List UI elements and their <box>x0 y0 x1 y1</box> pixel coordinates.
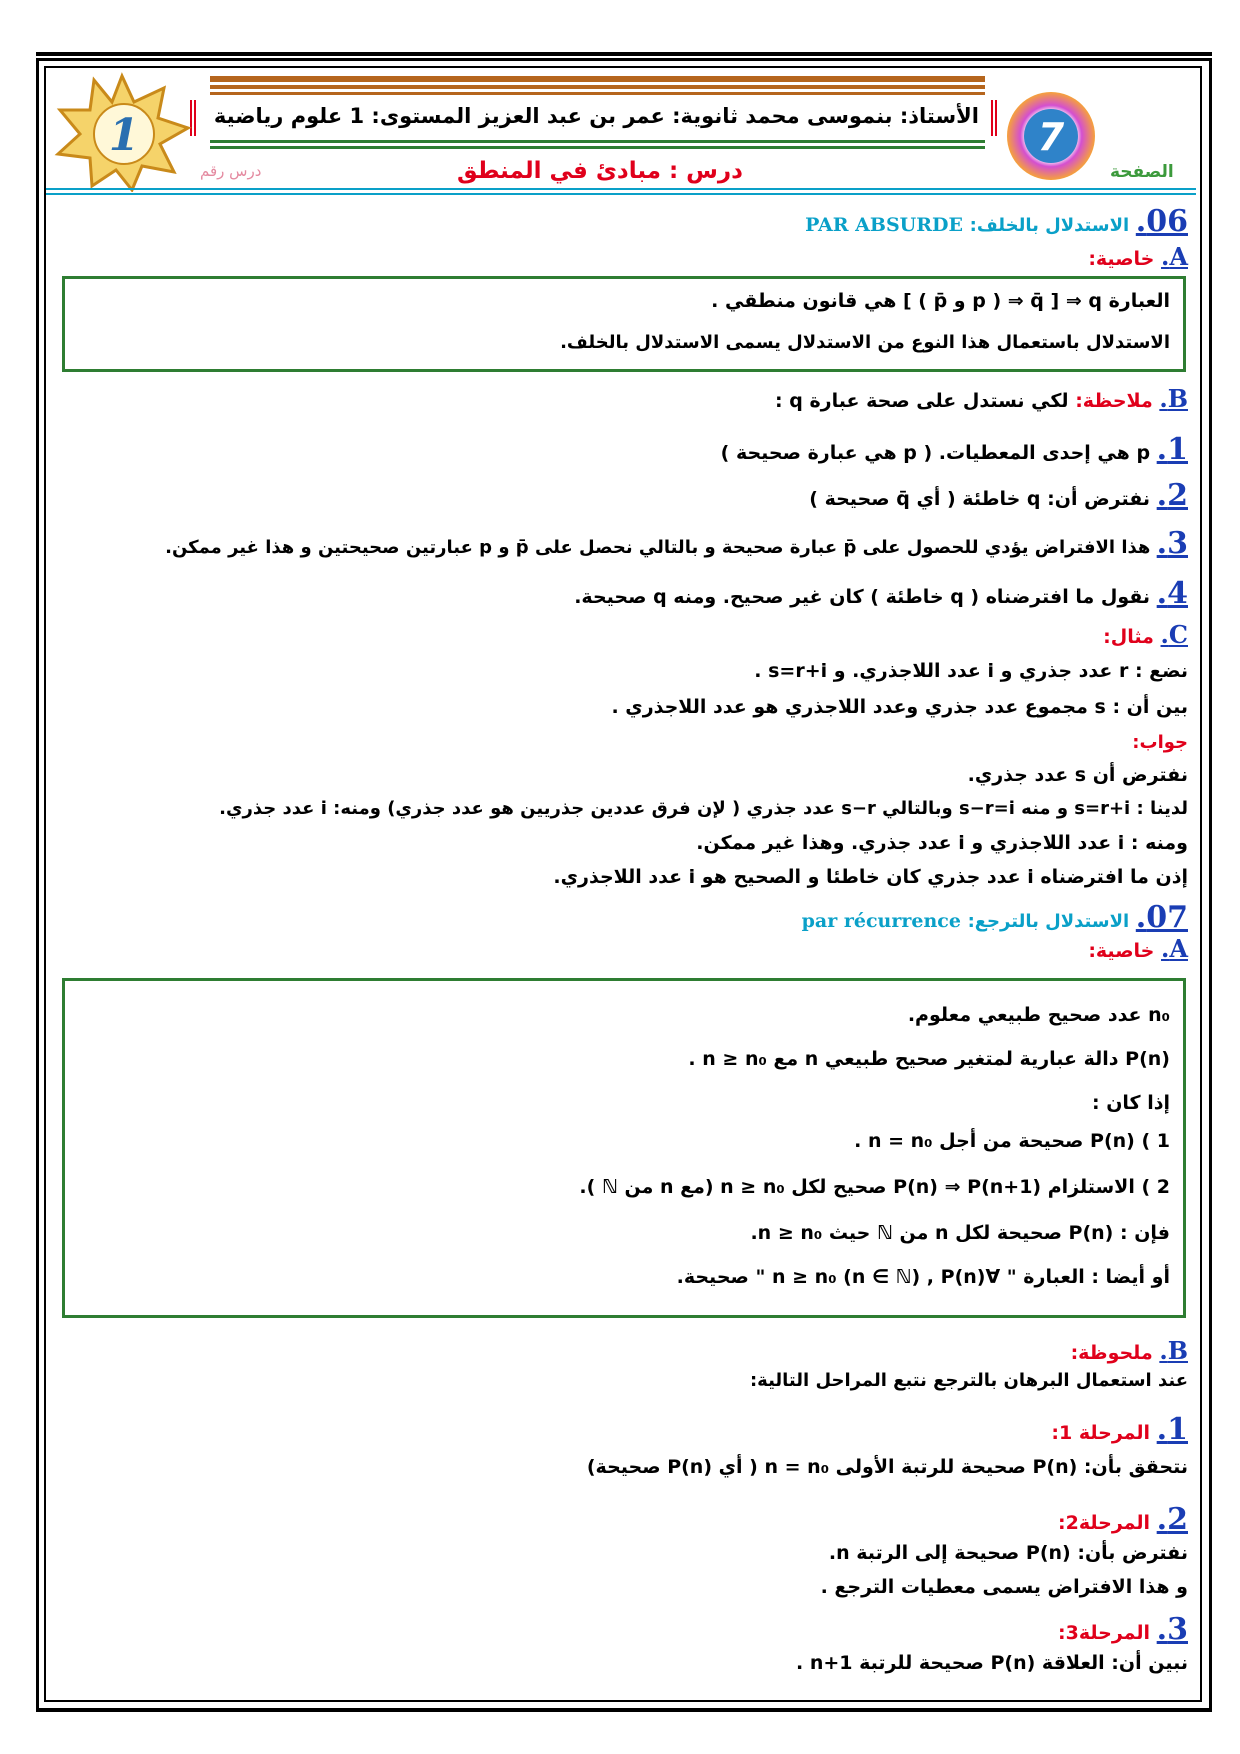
s06-step-1-num: 1. <box>1156 432 1188 467</box>
s07-box-line-6: فإن : P(n) صحيحة لكل n من ℕ حيث n ≥ n₀. <box>750 1222 1170 1244</box>
s06-box-line1: العبارة q ⇒ [ q̄ ⇒ ( p و p̄ ) ] هي قانون منطقي . <box>711 290 1170 312</box>
s06-a-heading <box>1088 242 1188 271</box>
logo-number: 7 <box>1037 115 1065 159</box>
s06-step-4-text: نقول ما افترضناه ( q خاطئة ) كان غير صحيح. ومنه q صحيحة. <box>574 586 1151 608</box>
s07-a-heading <box>1088 934 1188 963</box>
s06-example-2: بين أن : s مجموع عدد جذري وعدد اللاجذري هو عدد اللاجذري . <box>611 696 1188 718</box>
section-07-number: 07. <box>1135 900 1188 935</box>
s06-example-1: نضع : r عدد جذري و i عدد اللاجذري. و s=r+i . <box>754 660 1188 682</box>
s07-a-label: خاصية: <box>1088 940 1155 962</box>
s06-b-text: لكي نستدل على صحة عبارة q : <box>775 390 1069 412</box>
section-06-number: 06. <box>1135 204 1188 239</box>
s06-step-1-text: p هي إحدى المعطيات. ( p هي عبارة صحيحة ) <box>720 442 1151 464</box>
s07-box-line-1: n₀ عدد صحيح طبيعي معلوم. <box>907 1004 1170 1026</box>
s07-box-line-4: 1 ) P(n) صحيحة من أجل n = n₀ . <box>854 1130 1170 1152</box>
stage-3-num: 3. <box>1156 1612 1188 1647</box>
lesson-title: درس : مبادئ في المنطق <box>457 158 743 184</box>
stage-2-line-2: و هذا الافتراض يسمى معطيات الترجع . <box>820 1576 1188 1598</box>
s07-b-text: عند استعمال البرهان بالترجع نتبع المراحل التالية: <box>749 1370 1188 1391</box>
header-divider <box>46 188 1196 195</box>
stage-2-num: 2. <box>1156 1502 1188 1537</box>
s06-step-1 <box>721 432 1188 467</box>
s06-a-letter: A. <box>1161 242 1188 271</box>
s07-box-line-3: إذا كان : <box>1091 1092 1170 1114</box>
s06-b-heading <box>775 384 1188 413</box>
s07-box-line-7: أو أيضا : العبارة " ∀n ≥ n₀ (n ∈ ℕ) , P(n) " صحيحة. <box>676 1266 1170 1288</box>
page-label: الصفحة <box>1110 162 1174 182</box>
s07-b-heading <box>1071 1336 1188 1365</box>
s07-a-letter: A. <box>1161 934 1188 963</box>
stage-3-heading <box>1058 1612 1188 1647</box>
section-06-heading <box>805 204 1188 239</box>
s07-box-line-5: 2 ) الاستلزام P(n) ⇒ P(n+1) صحيح لكل n ≥ n₀ (مع n من ℕ ). <box>579 1176 1170 1198</box>
s06-step-4 <box>574 576 1188 611</box>
section-07-heading <box>802 900 1188 935</box>
section-06-title-fr: PAR ABSURDE <box>805 214 963 236</box>
s06-step-2-num: 2. <box>1156 478 1188 513</box>
s06-answer-4: إذن ما افترضناه i عدد جذري كان خاطئا و الصحيح هو i عدد اللاجذري. <box>553 866 1188 888</box>
stage-1-num: 1. <box>1156 1412 1188 1447</box>
stage-1-heading <box>1051 1412 1188 1447</box>
s06-answer-1: نفترض أن s عدد جذري. <box>967 764 1188 786</box>
s07-box-line-2: P(n) دالة عبارية لمتغير صحيح طبيعي n مع n ≥ n₀ . <box>688 1048 1170 1070</box>
s06-step-3-num: 3. <box>1156 526 1188 561</box>
top-rule <box>36 52 1212 56</box>
section-07-title-fr: par récurrence <box>801 910 961 932</box>
stage-3-label: المرحلة3: <box>1058 1622 1151 1644</box>
header-bars <box>210 76 985 95</box>
s06-step-3 <box>165 526 1188 561</box>
s06-c-letter: C. <box>1160 620 1188 649</box>
s06-step-2 <box>809 478 1188 513</box>
stage-1-label: المرحلة 1: <box>1051 1422 1151 1444</box>
s06-b-label: ملاحظة: <box>1075 390 1153 412</box>
star-badge-icon <box>52 72 192 192</box>
header-bars-green <box>210 140 985 149</box>
section-06-title: الاستدلال بالخلف: <box>969 215 1130 236</box>
teacher-line: الأستاذ: بنموسى محمد ثانوية: عمر بن عبد العزيز المستوى: 1 علوم رياضية <box>213 104 979 128</box>
stage-1-line: نتحقق بأن: P(n) صحيحة للرتبة الأولى n = n₀ ( أي P(n) صحيحة) <box>586 1456 1188 1478</box>
section-07-title: الاستدلال بالترجع: <box>967 911 1130 932</box>
badge-number: 1 <box>108 110 140 161</box>
s06-answer-2: لدينا : s=r+i و منه s−r=i وبالتالي s−r عدد جذري ( لإن فرق عددين جذريين هو عدد جذري) ومنه: i عدد جذري. <box>219 798 1188 819</box>
s06-box-line2: الاستدلال باستعمال هذا النوع من الاستدلال يسمى الاستدلال بالخلف. <box>560 332 1170 353</box>
s06-step-2-text: نفترض أن: q خاطئة ( أي q̄ صحيحة ) <box>809 488 1151 510</box>
stage-3-line: نبين أن: العلاقة P(n) صحيحة للرتبة n+1 . <box>795 1652 1188 1674</box>
teacher-line-box <box>190 100 997 136</box>
s06-answer-3: ومنه : i عدد اللاجذري و i عدد جذري. وهذا غير ممكن. <box>696 832 1188 854</box>
logo-icon <box>1005 90 1097 182</box>
s06-step-4-num: 4. <box>1156 576 1188 611</box>
s06-c-heading <box>1103 620 1188 649</box>
s06-step-3-text: هذا الافتراض يؤدي للحصول على p̄ عبارة صحيحة و بالتالي نحصل على p̄ و p عبارتين صحيحتين و هذا غير ممكن. <box>165 537 1151 558</box>
s06-b-letter: B. <box>1159 384 1188 413</box>
s06-a-label: خاصية: <box>1088 248 1155 270</box>
s06-c-label: مثال: <box>1103 626 1154 648</box>
stage-2-line-1: نفترض بأن: P(n) صحيحة إلى الرتبة n. <box>828 1542 1188 1564</box>
stage-2-heading <box>1058 1502 1188 1537</box>
s07-b-letter: B. <box>1159 1336 1188 1365</box>
s07-b-label: ملحوظة: <box>1070 1342 1153 1364</box>
stage-2-label: المرحلة2: <box>1058 1512 1151 1534</box>
lesson-number-label: درس رقم <box>200 162 262 180</box>
s06-answer-label: جواب: <box>1132 732 1188 753</box>
